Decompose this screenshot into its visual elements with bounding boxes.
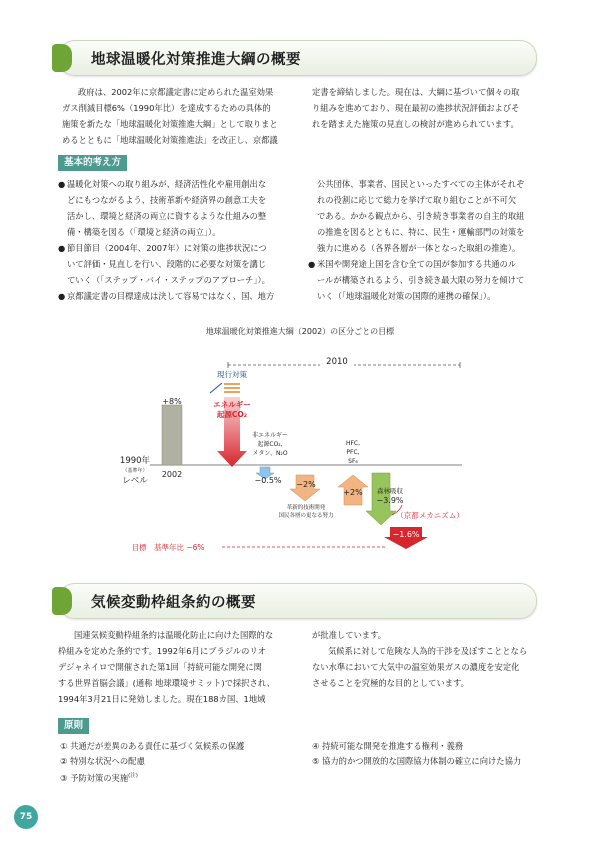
bullet-line: いて評価・見直しを行い、段階的に必要な対策を講じ bbox=[67, 259, 267, 269]
kyoto-label: （京都メカニズム） bbox=[396, 511, 464, 520]
current-measures-label: 現行対策 bbox=[217, 370, 247, 379]
principle-item: ② 特別な状況への配慮 bbox=[60, 756, 145, 766]
bullet-line: ていく（「ステップ・バイ・ステップのアプローチ」）。 bbox=[67, 275, 270, 285]
current-measures-stripe bbox=[224, 391, 240, 393]
section-banner-unfccc bbox=[58, 583, 537, 619]
kyoto-value: −1.6% bbox=[392, 530, 420, 539]
bullets-left bbox=[58, 176, 298, 304]
hfc-label-3: SF₆ bbox=[348, 458, 358, 465]
bullets-right bbox=[308, 176, 553, 304]
bullet-line: 公共団体、事業者、国民といったすべての主体がそれぞ bbox=[317, 179, 525, 189]
sinks-label: 森林吸収 bbox=[377, 487, 403, 495]
bullet-line: ールが構築されるよう、引き続き最大限の努力を傾けて bbox=[317, 275, 525, 285]
bullet-item bbox=[308, 256, 553, 304]
bullet-dot: ● bbox=[58, 179, 66, 189]
intro-line: 施策を新たな「地球温暖化対策推進大綱」として取りまと bbox=[62, 119, 278, 129]
emission-target-chart bbox=[110, 325, 490, 560]
section-banner-taikou bbox=[58, 40, 537, 76]
label-basic-concept: 基本的考え方 bbox=[58, 155, 127, 171]
principle-item bbox=[60, 769, 300, 786]
bar-2002-year: 2002 bbox=[161, 470, 183, 479]
bullet-item bbox=[58, 176, 298, 240]
bullet-line: どにもつながるよう、技術革新や経済界の創意工夫を bbox=[67, 195, 267, 205]
section-title-taikou: 地球温暖化対策推進大綱の概要 bbox=[91, 52, 301, 68]
section-title-unfccc: 気候変動枠組条約の概要 bbox=[91, 595, 256, 611]
intro-right-taikou bbox=[312, 84, 544, 132]
bullet-line: 備・構築を図る（「環境と経済の両立」）。 bbox=[67, 227, 221, 237]
bullet-dot: ● bbox=[58, 291, 66, 301]
bullet-line: 活かし、環境と経済の両立に資するような仕組みの整 bbox=[67, 211, 267, 221]
intro-line: 枠組みを定めた条約です。1992年6月にブラジルのリオ bbox=[58, 646, 266, 656]
hfc-value: +2% bbox=[343, 488, 363, 497]
nonenergy-label-1: 非エネルギー bbox=[251, 432, 289, 439]
nonenergy-value: −0.5% bbox=[254, 476, 282, 485]
principle-item: ⑤ 協力的かつ開放的な国際協力体制の確立に向けた協力 bbox=[312, 756, 522, 766]
bullet-dot: ● bbox=[308, 259, 316, 269]
baseline-label-year: 1990年 bbox=[119, 456, 151, 466]
intro-line: が批准しています。 bbox=[312, 630, 387, 640]
sinks-value: −3.9% bbox=[376, 496, 404, 505]
baseline-label-level: レベル bbox=[122, 476, 148, 486]
principle-item: ④ 持続可能な開発を推進する権利・義務 bbox=[312, 741, 464, 751]
energy-co2-label-2: 起源CO₂ bbox=[216, 410, 248, 419]
intro-line: 1994年3月21日に発効しました。現在188カ国、1地域 bbox=[58, 694, 266, 704]
intro-left-taikou bbox=[62, 84, 294, 148]
current-measures-stripe bbox=[224, 383, 240, 385]
chart-title: 地球温暖化対策推進大綱（2002）の区分ごとの目標 bbox=[205, 327, 395, 336]
bullet-line: いく（「地球温暖化対策の国際的連携の確保」）。 bbox=[317, 291, 496, 301]
bullet-line: 京都議定書の目標達成は決して容易ではなく、国、地方 bbox=[67, 291, 275, 301]
intro-line: ない水準において大気中の温室効果ガスの濃度を安定化 bbox=[312, 662, 520, 672]
baseline-label-sub: （基準年） bbox=[122, 468, 148, 474]
label-principles: 原則 bbox=[58, 718, 89, 734]
bullet-line: である。かかる観点から、引き続き事業者の自主的取組 bbox=[317, 211, 525, 221]
intro-line: ガス削減目標6%（1990年比）を達成するための具体的 bbox=[62, 103, 271, 113]
principle-item: ① 共通だが差異のある責任に基づく気候系の保護 bbox=[60, 741, 245, 751]
bullet-line: の推進を図るとともに、特に、民生・運輸部門の対策を bbox=[317, 227, 525, 237]
innovation-value: −2% bbox=[296, 480, 316, 489]
energy-co2-label-1: エネルギー bbox=[213, 400, 251, 409]
intro-right-unfccc bbox=[312, 627, 547, 691]
intro-line: り組みを進めており、現在最初の進捗状況評価およびそ bbox=[312, 103, 520, 113]
intro-line: 国連気候変動枠組条約は温暖化防止に向けた国際的な bbox=[74, 630, 274, 640]
page-number: 75 bbox=[14, 805, 38, 829]
hfc-label-1: HFC, bbox=[345, 440, 361, 447]
bullet-item bbox=[58, 240, 298, 288]
bullet-line: 強力に進める（各界各層が一体となった取組の推進）。 bbox=[317, 243, 521, 253]
principles-right bbox=[312, 739, 557, 769]
bullet-line: 温暖化対策への取り組みが、経済活性化や雇用創出な bbox=[67, 179, 267, 189]
intro-line: 政府は、2002年に京都議定書に定められた温室効果 bbox=[78, 87, 274, 97]
principle-note: (注) bbox=[128, 773, 138, 779]
bar-2002-value: +8% bbox=[162, 397, 182, 406]
intro-line: する世界首脳会議」(通称 地球環境サミット)で採択され、 bbox=[58, 678, 275, 688]
bullet-item bbox=[58, 288, 298, 304]
bullet-line: れの役割に応じて総力を挙げて取り組むことが不可欠 bbox=[317, 195, 517, 205]
hfc-label-2: PFC, bbox=[346, 449, 360, 456]
bullet-continuation bbox=[308, 176, 553, 256]
bar-2002 bbox=[162, 405, 182, 465]
innovation-label-1: 革新的技術開発 bbox=[286, 505, 326, 511]
intro-left-unfccc bbox=[58, 627, 298, 707]
nonenergy-label-2: 起源CO₂, bbox=[257, 441, 283, 448]
bullet-dot: ● bbox=[58, 243, 66, 253]
intro-line: めるとともに「地球温暖化対策推進法」を改正し、京都議 bbox=[62, 135, 278, 145]
current-measures-stripe bbox=[224, 387, 240, 389]
principle-text: ③ 予防対策の実施 bbox=[60, 772, 129, 783]
period-label: 2010 bbox=[326, 357, 348, 367]
intro-line: 定書を締結しました。現在は、大綱に基づいて個々の取 bbox=[312, 87, 520, 97]
bullet-line: 節目節目（2004年、2007年）に対策の進捗状況につ bbox=[67, 243, 267, 253]
principles-left bbox=[60, 739, 300, 786]
banner-tab-marker bbox=[52, 44, 72, 72]
intro-line: デジャネイロで開催された第1回「持続可能な開発に関 bbox=[58, 662, 262, 672]
innovation-label-2: 国民各層の更なる努力 bbox=[278, 513, 334, 519]
bullet-line: 米国や開発途上国を含む全ての国が参加する共通のル bbox=[317, 259, 517, 269]
intro-line: れを踏まえた施策の見直しの検討が進められています。 bbox=[312, 119, 519, 129]
target-label: 目標 基準年比 −6% bbox=[131, 543, 205, 552]
banner-tab-marker bbox=[52, 587, 72, 615]
nonenergy-label-3: メタン、N₂O bbox=[252, 450, 288, 457]
current-measures-pointer bbox=[210, 383, 222, 393]
intro-line: 気候系に対して危険な人為的干渉を及ぼすこととなら bbox=[328, 646, 528, 656]
intro-line: させることを究極的な目的としています。 bbox=[312, 678, 469, 688]
